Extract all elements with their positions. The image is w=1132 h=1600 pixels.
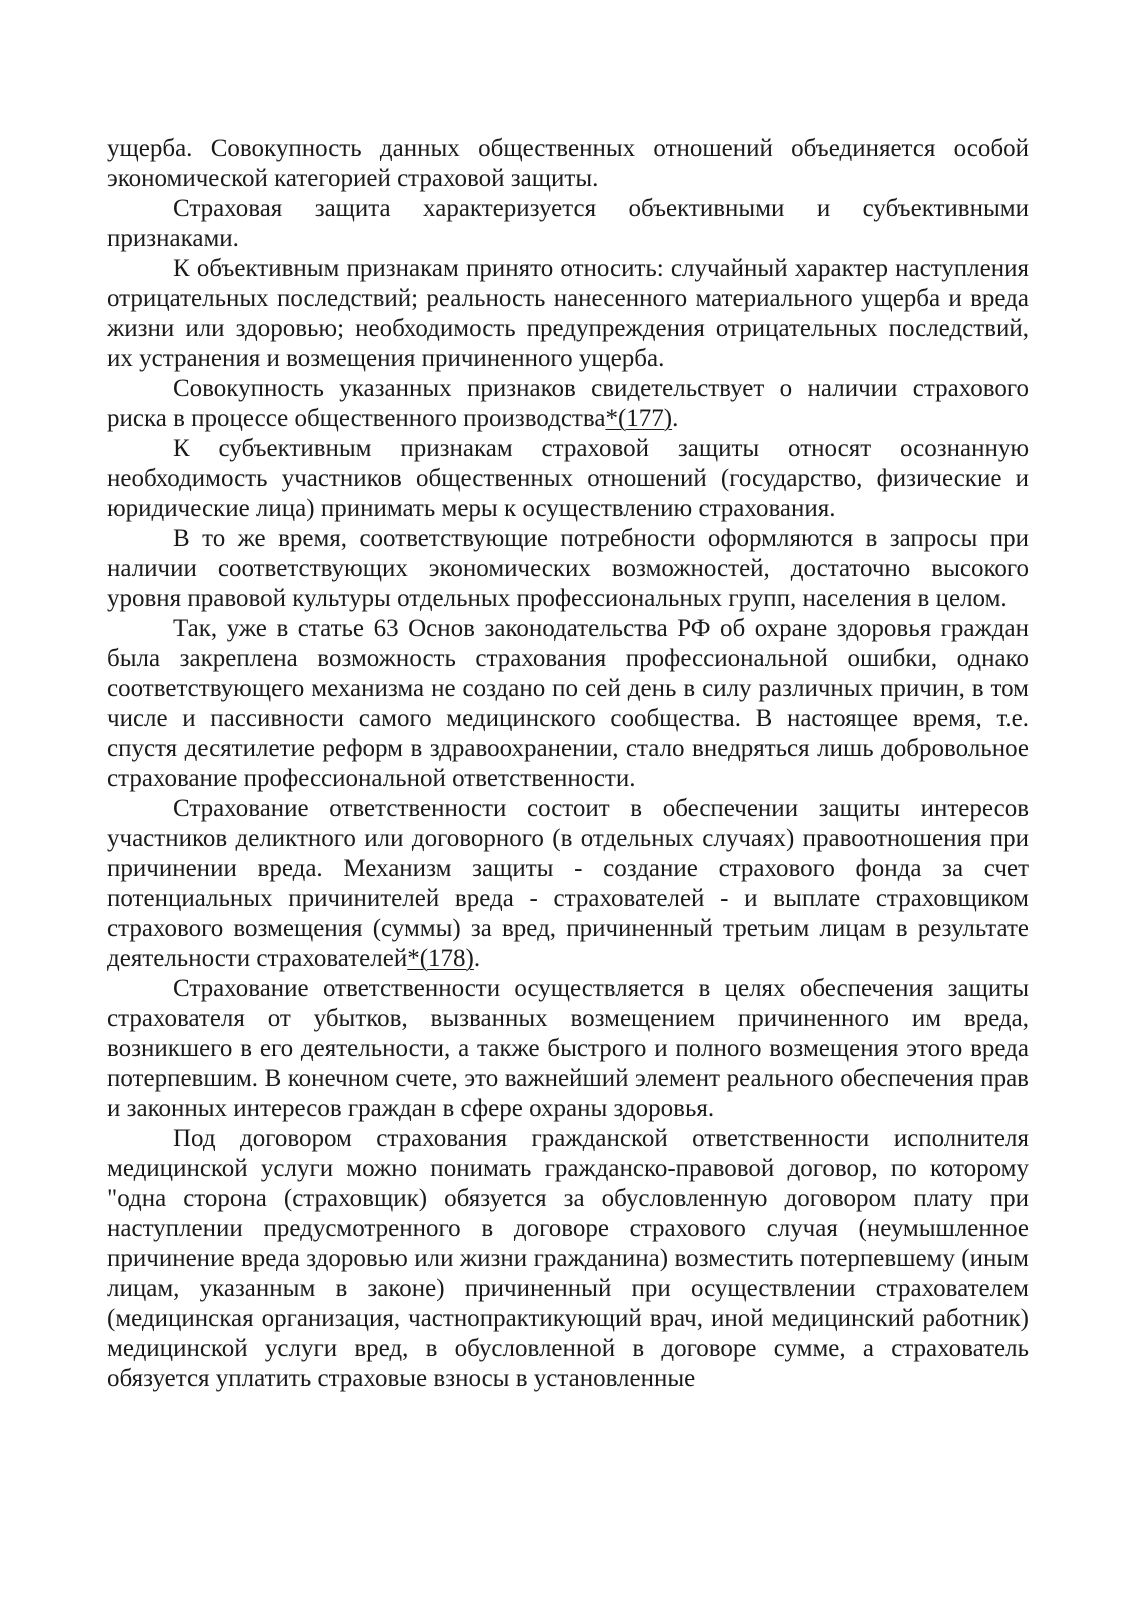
paragraph-text: ущерба. Совокупность данных общественных отношений объединяется особой экономической категорией страховой защиты. — [107, 135, 1029, 192]
paragraph-text: Страховая защита характеризуется объективными и субъективными признаками. — [107, 195, 1029, 252]
paragraph — [107, 134, 1029, 194]
footnote-link[interactable]: *(178) — [407, 945, 474, 972]
paragraph — [107, 524, 1029, 614]
paragraph-text: . — [672, 405, 679, 432]
paragraph — [107, 194, 1029, 254]
paragraph-text: В то же время, соответствующие потребности оформляются в запросы при наличии соответствующих экономических возможностей, достаточно высокого уровня правовой культуры отдельных профессиональных групп, населения в целом. — [107, 525, 1029, 612]
paragraph — [107, 1124, 1029, 1394]
paragraph-text: . — [473, 945, 481, 972]
paragraph-text: К объективным признакам принято относить: случайный характер наступления отрицательных последствий; реальность нанесенного материального ущерба и вреда жизни или здоровью; необходимость предупреждения отрицательных последствий, их устранения и возмещения причиненного ущерба. — [107, 255, 1029, 372]
paragraph — [107, 614, 1029, 794]
paragraph — [107, 974, 1029, 1124]
paragraph — [107, 794, 1029, 974]
footnote-link[interactable]: *(177) — [605, 405, 673, 432]
paragraph — [107, 434, 1029, 524]
paragraph-text: Под договором страхования гражданской ответственности исполнителя медицинской услуги можно понимать гражданско-правовой договор, по которому "одна сторона (страховщик) обязуется за обусловленную договором плату при наступлении предусмотренного в договоре страхового случая (неумышленное причинение вреда здоровью или жизни гражданина) возместить потерпевшему (иным лицам, указанным в законе) причиненный при осуществлении страхователем (медицинская организация, частнопрактикующий врач, иной медицинский работник) медицинской услуги вред, в обусловленной в договоре сумме, а страхователь обязуется уплатить страховые взносы в установленные — [107, 1125, 1029, 1392]
document-body — [107, 134, 1029, 1394]
paragraph-text: К субъективным признакам страховой защиты относят осознанную необходимость участников общественных отношений (государство, физические и юридические лица) принимать меры к осуществлению страхования. — [107, 435, 1029, 522]
document-page — [107, 134, 1029, 1394]
paragraph — [107, 254, 1029, 374]
paragraph-text: Так, уже в статье 63 Основ законодательства РФ об охране здоровья граждан была закреплена возможность страхования профессиональной ошибки, однако соответствующего механизма не создано по сей день в силу различных причин, в том числе и пассивности самого медицинского сообщества. В настоящее время, т.е. спустя десятилетие реформ в здравоохранении, стало внедряться лишь добровольное страхование профессиональной ответственности. — [107, 615, 1029, 792]
paragraph-text: Страхование ответственности осуществляется в целях обеспечения защиты страхователя от убытков, вызванных возмещением причиненного им вреда, возникшего в его деятельности, а также быстрого и полного возмещения этого вреда потерпевшим. В конечном счете, это важнейший элемент реального обеспечения прав и законных интересов граждан в сфере охраны здоровья. — [107, 975, 1029, 1122]
paragraph-text: Страхование ответственности состоит в обеспечении защиты интересов участников деликтного или договорного (в отдельных случаях) правоотношения при причинении вреда. Механизм защиты - создание страхового фонда за счет потенциальных причинителей вреда - страхователей - и выплате страховщиком страхового возмещения (суммы) за вред, причиненный третьим лицам в результате деятельности страхователей — [107, 795, 1029, 972]
paragraph — [107, 374, 1029, 434]
paragraph-text: Совокупность указанных признаков свидетельствует о наличии страхового риска в процессе общественного производства — [107, 375, 1029, 432]
